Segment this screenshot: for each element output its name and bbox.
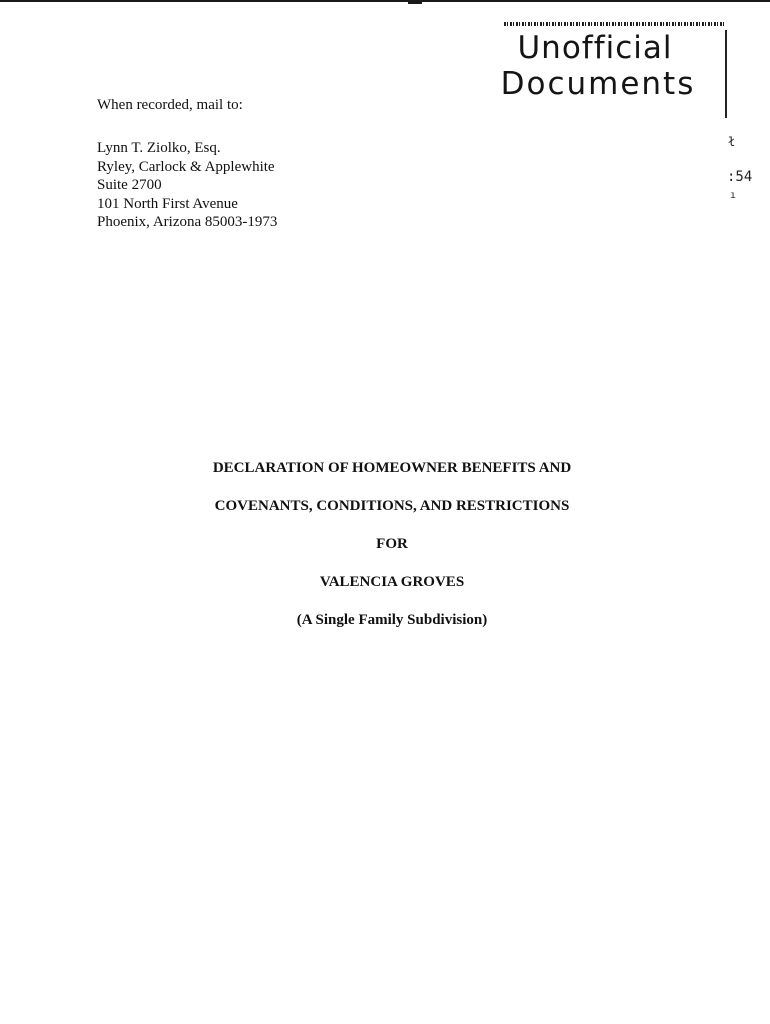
title-line-1: DECLARATION OF HOMEOWNER BENEFITS AND: [212, 460, 572, 476]
stamp-right-border: [725, 30, 727, 118]
title-line-2: COVENANTS, CONDITIONS, AND RESTRICTIONS: [214, 498, 570, 514]
mail-to-label: When recorded, mail to:: [97, 97, 243, 113]
stamp-line-2: Documents: [500, 66, 696, 102]
address-firm: Ryley, Carlock & Applewhite: [97, 158, 275, 175]
margin-mark-a: ł: [728, 135, 736, 149]
address-suite: Suite 2700: [97, 177, 162, 193]
document-title: [92, 459, 692, 631]
margin-mark-c: ı: [730, 190, 737, 201]
title-line-5: (A Single Family Subdivision): [296, 612, 488, 628]
stamp-line-1: Unofficial: [517, 30, 673, 66]
title-line-3: FOR: [376, 536, 408, 552]
scan-edge-line: [0, 0, 770, 2]
address-street: 101 North First Avenue: [97, 195, 238, 212]
unofficial-documents-stamp: [498, 30, 698, 102]
mailing-address: [97, 139, 277, 232]
address-name: Lynn T. Ziolko, Esq.: [97, 140, 221, 156]
margin-mark-b: :54: [727, 169, 753, 185]
stamp-dashed-border: [504, 22, 726, 26]
address-city-state-zip: Phoenix, Arizona 85003-1973: [97, 214, 278, 230]
title-line-4: VALENCIA GROVES: [319, 574, 465, 590]
